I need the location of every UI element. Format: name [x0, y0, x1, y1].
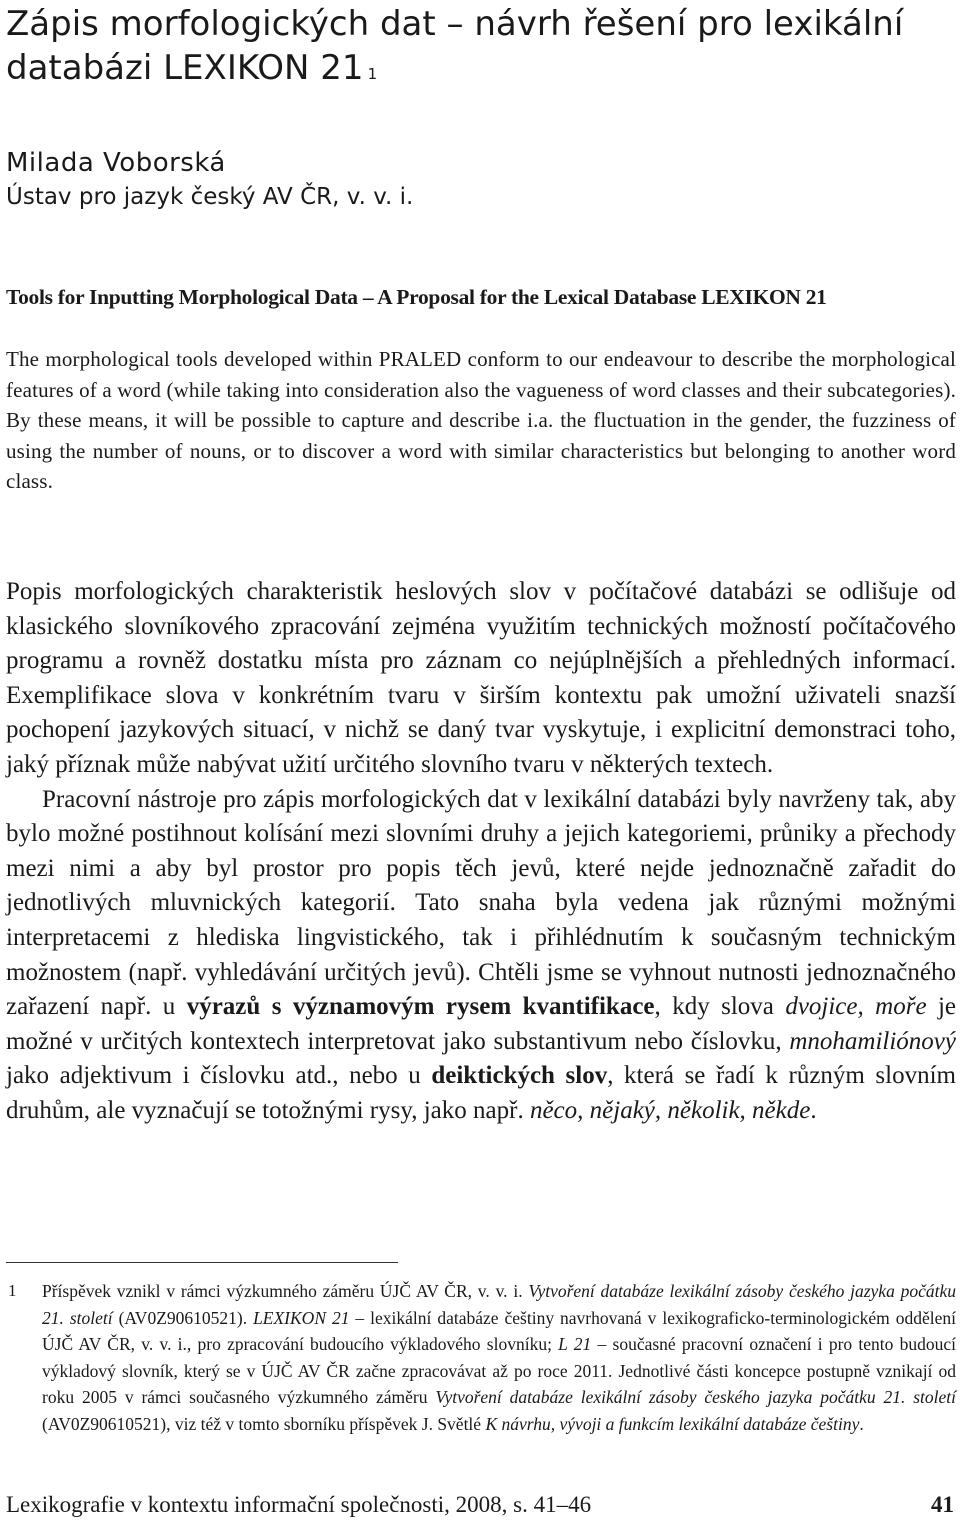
fn-t4: LEXIKON 21: [253, 1307, 350, 1328]
author-affiliation: Ústav pro jazyk český AV ČR, v. v. i.: [6, 184, 414, 210]
p2-bold-deictic: deiktických slov: [431, 1062, 608, 1090]
page-footer: [6, 1490, 954, 1520]
abstract-title: Tools for Inputting Morphological Data – A Proposal for the Lexical Database LEXIKON 21: [6, 285, 827, 309]
fn-t7: – současné pracovní označení i pro tento budoucí výkladový slovník, který se v ÚJČ AV ČR začne zpracovávat až po roce 2011. Jednotlivé části koncepce postupně vznikají od roku 2005 v rámci současného výzkumného záměru: [42, 1334, 957, 1407]
paragraph-2: [6, 783, 956, 1129]
paper-title-text: Zápis morfologických dat – návrh řešení pro lexikální databázi LEXIKON 21: [6, 4, 904, 88]
p2-italic-example-2: mnohamiliónový: [789, 1027, 956, 1055]
p2-bold-quantification: výrazů s významovým rysem kvantifikace: [186, 993, 655, 1021]
p2-text-c: , kdy slova: [654, 993, 786, 1021]
paragraph-1: Popis morfologických charakteristik heslových slov v počítačové databázi se odlišuje od klasického slovníkového zpracování zejména využitím technických možností počítačového programu a rovněž dostatku místa pro záznam co nejúplnějších a přehledných informací. Exemplifikace slova v konkrétním tvaru v širším kontextu pak umožní uživateli snazší pochopení jazykových situací, v nichž se daný tvar vyskytuje, i explicitní demonstraci toho, jaký příznak může nabývat užití určitého slovního tvaru v některých textech.: [6, 578, 956, 778]
p2-text-i: , která se řadí k různým slovním druhům, ale vyznačují se totožnými rysy, jako např.: [6, 1062, 957, 1124]
body-text: [6, 575, 956, 1129]
footer-source: Lexikografie v kontextu informační společnosti, 2008, s. 41–46: [6, 1492, 592, 1517]
fn-t8: Vytvoření databáze lexikální zásoby českého jazyka počátku 21. století: [435, 1387, 956, 1407]
p2-text-a: Pracovní nástroje pro zápis morfologických dat v lexikální databázi byly navrženy tak, aby bylo možné postihnout kolísání mezi slovními druhy a jejich kategoriemi, průniky a přechody mezi nimi a aby byl prostor pro popis těch jevů, které nejde jednoznačně zařadit do jednotlivých mluvnických kategorií. Tato snaha byla vedena jak různými možnými interpretacemi z hlediska lingvistického, tak i přihlédnutím k současným technickým možnostem (např. vyhledávání určitých jevů). Chtěli jsme se vyhnout nutnosti jednoznačného zařazení např. u: [6, 785, 956, 1021]
fn-t6: L 21: [558, 1334, 592, 1354]
fn-t9: (AV0Z90610521), viz též v tomto sborníku příspěvek J. Světlé: [42, 1413, 486, 1434]
p2-italic-examples-3: něco, nějaký, několik, někde: [529, 1096, 811, 1124]
fn-t11: .: [859, 1413, 864, 1434]
footnote: [6, 1278, 956, 1437]
p2-text-e: je možné v určitých kontextech interpretovat jako substantivum nebo číslovku,: [6, 993, 957, 1055]
p2-text-g: jako adjektivum i číslovku atd., nebo u: [6, 1062, 432, 1090]
author-name: Milada Voborská: [6, 148, 226, 178]
fn-t3: (AV0Z90610521).: [112, 1307, 254, 1328]
footnote-mark[interactable]: 1: [367, 65, 378, 83]
p2-italic-examples-1: dvojice, moře: [785, 993, 927, 1021]
fn-t5: – lexikální databáze češtiny navrhovaná v lexikograficko-terminologickém oddělení ÚJČ AV ČR, v. v. i., pro zpracování budoucího výkladového slovníku;: [42, 1307, 956, 1354]
footnote-divider: [6, 1262, 398, 1263]
page-number: 41: [931, 1492, 954, 1517]
fn-t10: K návrhu, vývoji a funkcím lexikální databáze češtiny: [485, 1413, 860, 1434]
fn-t1: Příspěvek vznikl v rámci výzkumného záměru ÚJČ AV ČR, v. v. i.: [42, 1281, 529, 1301]
footnote-text: [42, 1278, 956, 1437]
fn-t2: Vytvoření databáze lexikální zásoby českého jazyka počátku 21. století: [42, 1281, 957, 1328]
paper-title: [6, 2, 956, 90]
abstract-text: The morphological tools developed within PRALED conform to our endeavour to describe the morphological features of a word (while taking into consideration also the vagueness of word classes and their subcategories). By these means, it will be possible to capture and describe i.a. the fluctuation in the gender, the fuzziness of using the number of nouns, or to discover a word with similar characteristics but belonging to another word class.: [6, 347, 956, 493]
footnote-number: 1: [8, 1281, 17, 1300]
p2-text-k: .: [810, 1096, 817, 1124]
